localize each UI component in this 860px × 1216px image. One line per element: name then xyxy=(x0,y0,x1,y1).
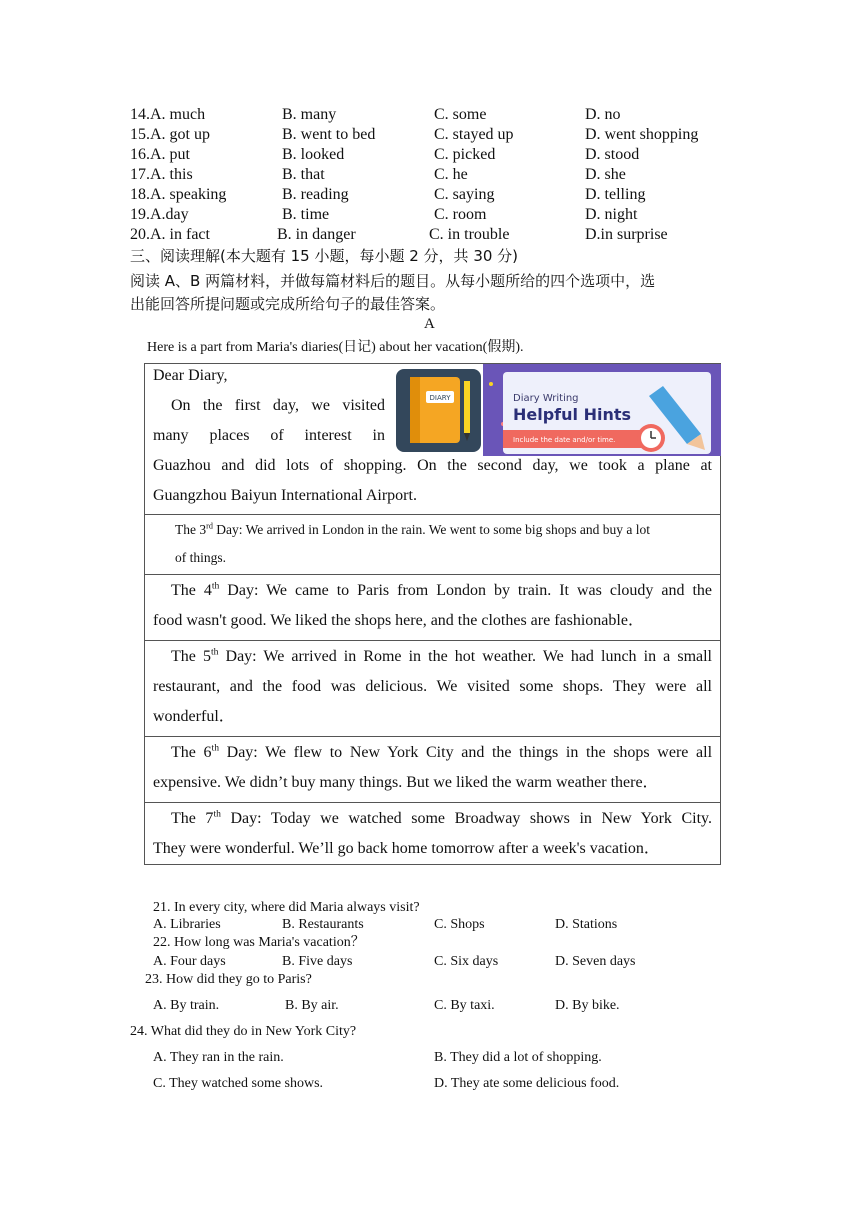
diary-day3-line2: of things. xyxy=(175,550,227,565)
option-15a: 15.A. got up xyxy=(130,126,210,143)
option-15d: D. went shopping xyxy=(585,126,699,143)
q21-option-a: A. Libraries xyxy=(153,917,221,932)
q23-option-c: C. By taxi. xyxy=(434,998,495,1013)
diary-day5-line3: wonderful． xyxy=(153,708,235,725)
q22-option-b: B. Five days xyxy=(282,954,353,969)
option-18c: C. saying xyxy=(434,186,495,203)
option-20d: D.in surprise xyxy=(585,226,668,243)
diary-image-label: DIARY xyxy=(429,394,451,402)
option-18d: D. telling xyxy=(585,186,646,203)
option-20b: B. in danger xyxy=(277,226,356,243)
diary-row-day6 xyxy=(145,737,720,803)
option-19b: B. time xyxy=(282,206,330,223)
q22-option-a: A. Four days xyxy=(153,954,226,969)
option-16b: B. looked xyxy=(282,146,345,163)
passage-label: A xyxy=(424,316,435,332)
q22-option-d: D. Seven days xyxy=(555,954,636,969)
diary-notebook-image xyxy=(396,369,481,452)
passage-intro: Here is a part from Maria's diaries(日记) about her vacation(假期). xyxy=(147,340,524,355)
option-19d: D. night xyxy=(585,206,638,223)
diary-day7-line1: The 7th Day: Today we watched some Broadway shows in New York City. xyxy=(171,808,713,827)
option-18a: 18.A. speaking xyxy=(130,186,227,203)
option-15c: C. stayed up xyxy=(434,126,514,143)
question-23: 23. How did they go to Paris? xyxy=(145,972,312,987)
poster-small-title: Diary Writing xyxy=(513,393,579,404)
instruction-line-1: 阅读 A、B 两篇材料，并做每篇材料后的题目。从每小题所给的四个选项中，选 xyxy=(130,272,656,290)
option-14b: B. many xyxy=(282,106,337,123)
option-19c: C. room xyxy=(434,206,487,223)
diary-day4-line1: The 4th Day: We came to Paris from London by train. It was cloudy and the xyxy=(171,580,712,599)
poster-big-title: Helpful Hints xyxy=(513,405,632,424)
option-14c: C. some xyxy=(434,106,487,123)
diary-row-day1-2 xyxy=(145,364,720,515)
option-16d: D. stood xyxy=(585,146,640,163)
option-17c: C. he xyxy=(434,166,468,183)
diary-day5-line1: The 5th Day: We arrived in Rome in the hot weather. We had lunch in a small xyxy=(171,646,713,665)
question-22: 22. How long was Maria's vacation？ xyxy=(153,935,365,950)
section-title: 三、阅读理解(本大题有 15 小题，每小题 2 分，共 30 分) xyxy=(130,247,519,265)
option-14a: 14.A. much xyxy=(130,106,206,123)
option-15b: B. went to bed xyxy=(282,126,376,143)
diary-row-day4 xyxy=(145,575,720,641)
instruction-line-2: 出能回答所提问题或完成所给句子的最佳答案。 xyxy=(130,295,446,313)
q21-option-d: D. Stations xyxy=(555,917,618,932)
q23-option-a: A. By train. xyxy=(153,998,220,1013)
option-17a: 17.A. this xyxy=(130,166,193,183)
option-16a: 16.A. put xyxy=(130,146,190,163)
option-18b: B. reading xyxy=(282,186,349,203)
diary-row-day7 xyxy=(145,803,720,866)
option-14d: D. no xyxy=(585,106,621,123)
question-24: 24. What did they do in New York City? xyxy=(130,1024,357,1039)
diary-day4-line2: food wasn't good. We liked the shops here, and the clothes are fashionable． xyxy=(153,612,644,629)
q23-option-d: D. By bike. xyxy=(555,998,620,1013)
option-17b: B. that xyxy=(282,166,325,183)
diary-day7-line2: They were wonderful. We’ll go back home tomorrow after a week's vacation． xyxy=(153,840,660,857)
diary-day12-line4: Guangzhou Baiyun International Airport. xyxy=(153,487,417,504)
q24-option-d: D. They ate some delicious food. xyxy=(434,1076,620,1091)
q22-option-c: C. Six days xyxy=(434,954,499,969)
q24-option-b: B. They did a lot of shopping. xyxy=(434,1050,602,1065)
diary-row-day3 xyxy=(145,515,720,575)
diary-table xyxy=(144,363,721,865)
question-21: 21. In every city, where did Maria always visit? xyxy=(153,900,420,915)
option-19a: 19.A.day xyxy=(130,206,189,223)
option-20a: 20.A. in fact xyxy=(130,226,210,243)
diary-day3-line1: The 3rd Day: We arrived in London in the rain. We went to some big shops and buy a lot xyxy=(175,521,650,537)
diary-day5-line2: restaurant, and the food was delicious. We visited some shops. They were all xyxy=(153,678,712,695)
diary-greeting: Dear Diary, xyxy=(153,367,228,384)
diary-day6-line1: The 6th Day: We flew to New York City and the things in the shops were all xyxy=(171,742,713,761)
diary-day12-line1: On the first day, we visited xyxy=(171,397,385,414)
diary-row-day5 xyxy=(145,641,720,737)
diary-day12-line3: Guazhou and did lots of shopping. On the second day, we took a plane at xyxy=(153,457,712,474)
option-20c: C. in trouble xyxy=(429,226,510,243)
option-16c: C. picked xyxy=(434,146,496,163)
q24-option-a: A. They ran in the rain. xyxy=(153,1050,284,1065)
diary-day6-line2: expensive. We didn’t buy many things. But we liked the warm weather there． xyxy=(153,774,659,791)
helpful-hints-poster xyxy=(483,364,721,456)
q21-option-c: C. Shops xyxy=(434,917,485,932)
diary-day12-line2: many places of interest in xyxy=(153,427,385,444)
q23-option-b: B. By air. xyxy=(285,998,339,1013)
q24-option-c: C. They watched some shows. xyxy=(153,1076,324,1091)
q21-option-b: B. Restaurants xyxy=(282,917,364,932)
poster-bar-text: Include the date and/or time. xyxy=(513,436,616,444)
option-17d: D. she xyxy=(585,166,626,183)
